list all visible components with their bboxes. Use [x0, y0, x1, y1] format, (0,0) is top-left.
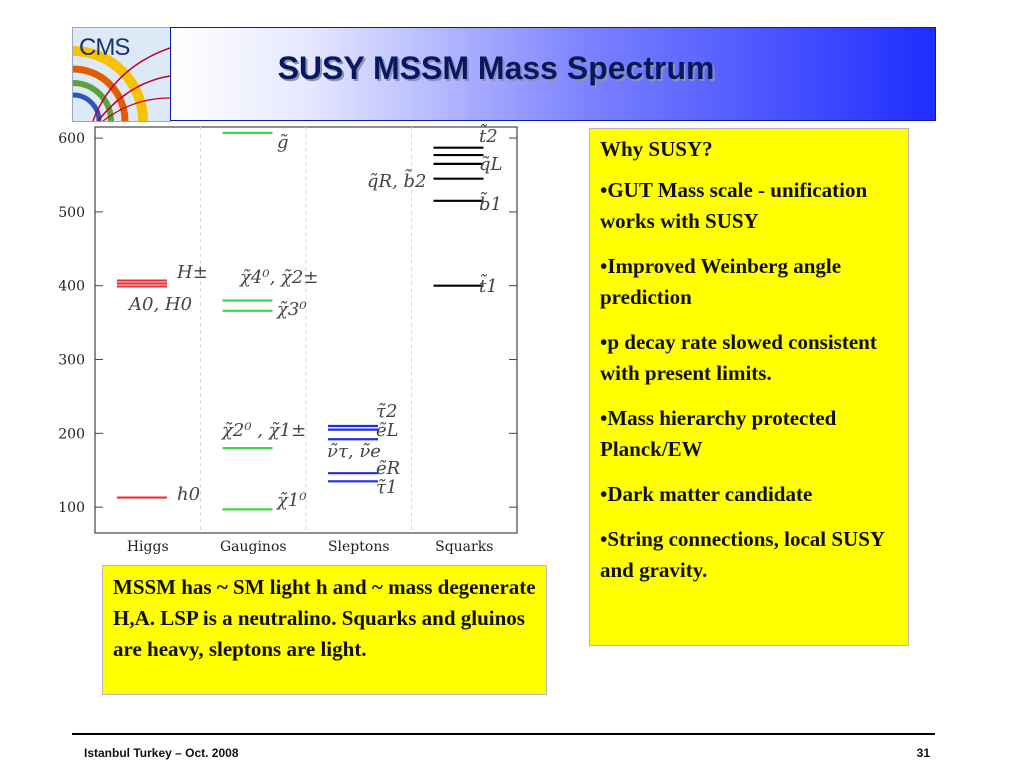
cms-logo: [72, 27, 171, 122]
y-tick-label: 200: [58, 426, 85, 443]
footer-divider: [72, 733, 935, 735]
annotation-eR: ẽR: [376, 458, 401, 479]
bullet-hierarchy: •Mass hierarchy protected Planck/EW: [600, 406, 837, 461]
mssm-summary-text: MSSM has ~ SM light h and ~ mass degenerate H,A. LSP is a neutralino. Squarks and gluinos are heavy, sleptons are light.: [113, 575, 536, 661]
title-bar: [170, 27, 936, 121]
y-tick-label: 600: [58, 131, 85, 148]
footer-location: Istanbul Turkey – Oct. 2008: [84, 746, 239, 760]
annotation-gluino: g̃: [277, 132, 289, 153]
annotation-qL: q̃L: [479, 154, 503, 175]
y-tick-label: 400: [58, 278, 85, 295]
annotation-hpm: H±: [177, 262, 208, 283]
annotation-t1: t̃1: [479, 276, 498, 297]
page-number: 31: [916, 746, 930, 760]
y-tick-label: 100: [58, 500, 85, 517]
annotation-qR-b2: q̃R, b̃2: [367, 171, 427, 192]
bullet-proton-decay: •p decay rate slowed consistent with present limits.: [600, 330, 877, 385]
mssm-summary-box: [102, 565, 547, 695]
annotation-sneutrinos: ν̃τ, ν̃e: [327, 441, 381, 462]
bullet-gut: •GUT Mass scale - unification works with SUSY: [600, 178, 868, 233]
x-category-label: Higgs: [126, 539, 169, 555]
bullet-strings: •String connections, local SUSY and gravity.: [600, 527, 885, 582]
annotation-chi3: χ̃3⁰: [277, 299, 307, 320]
annotation-stau1: τ̃1: [376, 477, 398, 498]
category-labels: [127, 539, 494, 555]
annotation-t2: t̃2: [479, 126, 498, 147]
x-category-label: Squarks: [435, 539, 494, 555]
page-title: SUSY MSSM Mass Spectrum: [277, 50, 715, 86]
y-tick-label: 300: [58, 352, 85, 369]
bullet-weinberg: •Improved Weinberg angle prediction: [600, 254, 842, 309]
mass-spectrum-chart: [32, 120, 537, 560]
annotation-a0-h0: A0, H0: [129, 294, 193, 315]
annotation-h0: h0: [177, 484, 201, 505]
annotation-chi4-chi2pm: χ̃4⁰, χ̃2±: [240, 267, 319, 288]
annotation-stau2: τ̃2: [376, 401, 398, 422]
annotation-b1: b̃1: [479, 194, 502, 215]
why-susy-heading: Why SUSY?: [600, 137, 713, 161]
why-susy-box: [589, 128, 909, 646]
annotation-eL: ẽL: [376, 420, 399, 441]
annotation-chi1: χ̃1⁰: [277, 490, 307, 511]
logo-text: CMS: [79, 34, 130, 61]
x-category-label: Gauginos: [219, 539, 287, 555]
bullet-dark-matter: •Dark matter candidate: [600, 482, 813, 506]
x-category-label: Sleptons: [327, 539, 390, 555]
annotation-chi2-chi1pm: χ̃2⁰ , χ̃1±: [222, 420, 307, 441]
y-tick-label: 500: [58, 204, 85, 221]
